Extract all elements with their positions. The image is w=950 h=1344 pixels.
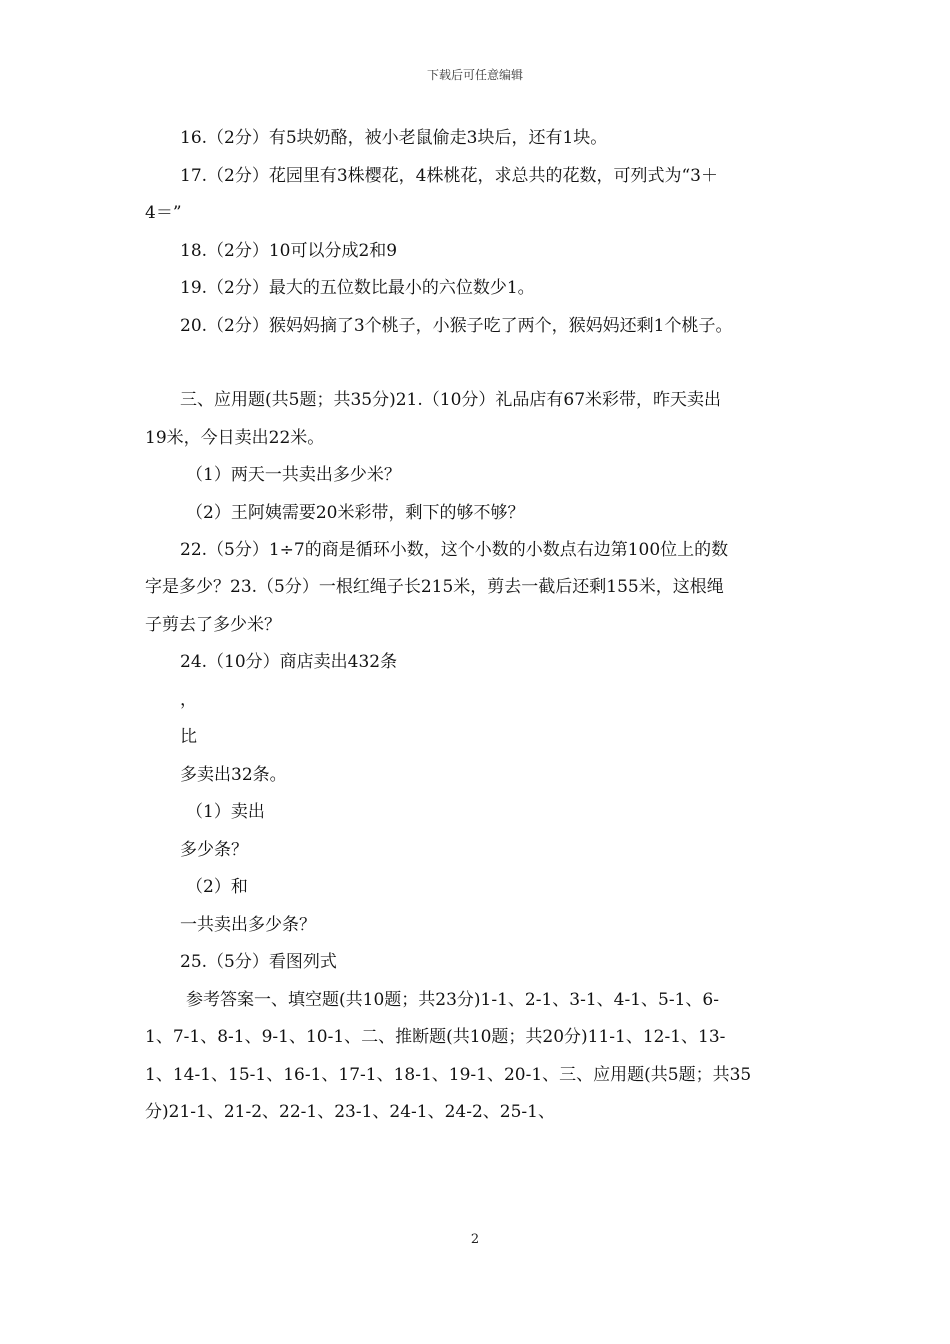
question-24-part-1: （1）卖出 [186,802,265,822]
question-21-part-1: （1）两天一共卖出多少米？ [186,465,401,485]
section-3-question-21: 三、应用题(共5题；共35分)21.（10分）礼品店有67米彩带，昨天卖出 [180,390,722,410]
question-24-bi: 比 [180,727,197,747]
question-22-23: 字是多少？23.（5分）一根红绳子长215米，剪去一截后还剩155米，这根绳 [145,577,724,597]
question-24-comma: ， [180,690,197,710]
question-24-part-2-cont: 一共卖出多少条？ [180,915,316,935]
question-24-more: 多卖出32条。 [180,765,287,785]
answer-key-line-3: 1、14-1、15-1、16-1、17-1、18-1、19-1、20-1、三、应用题(共5题；共35 [145,1065,752,1085]
question-21-part-2: （2）王阿姨需要20米彩带，剩下的够不够？ [186,503,525,523]
question-22: 22.（5分）1÷7的商是循环小数，这个小数的小数点右边第100位上的数 [180,540,729,560]
question-17-cont: 4＝” [145,203,182,223]
question-24: 24.（10分）商店卖出432条 [180,652,398,672]
question-17: 17.（2分）花园里有3株樱花，4株桃花，求总共的花数，可列式为“3＋ [180,166,718,186]
question-20: 20.（2分）猴妈妈摘了3个桃子，小猴子吃了两个，猴妈妈还剩1个桃子。 [180,316,733,336]
question-24-part-2: （2）和 [186,877,248,897]
page-number: 2 [470,1232,480,1247]
question-23-cont: 子剪去了多少米？ [145,615,281,635]
question-16: 16.（2分）有5块奶酪，被小老鼠偷走3块后，还有1块。 [180,128,608,148]
answer-key-line-4: 分)21-1、21-2、22-1、23-1、24-1、24-2、25-1、 [145,1102,555,1122]
question-25: 25.（5分）看图列式 [180,952,337,972]
question-19: 19.（2分）最大的五位数比最小的六位数少1。 [180,278,535,298]
question-24-part-1-cont: 多少条？ [180,840,248,860]
question-21-cont: 19米，今日卖出22米。 [145,428,325,448]
page-header: 下载后可任意编辑 [426,68,523,82]
question-18: 18.（2分）10可以分成2和9 [180,241,398,261]
answer-key-line-2: 1、7-1、8-1、9-1、10-1、二、推断题(共10题；共20分)11-1、12-1、13- [145,1027,726,1047]
answer-key: 参考答案一、填空题(共10题；共23分)1-1、2-1、3-1、4-1、5-1、6- [186,990,719,1010]
